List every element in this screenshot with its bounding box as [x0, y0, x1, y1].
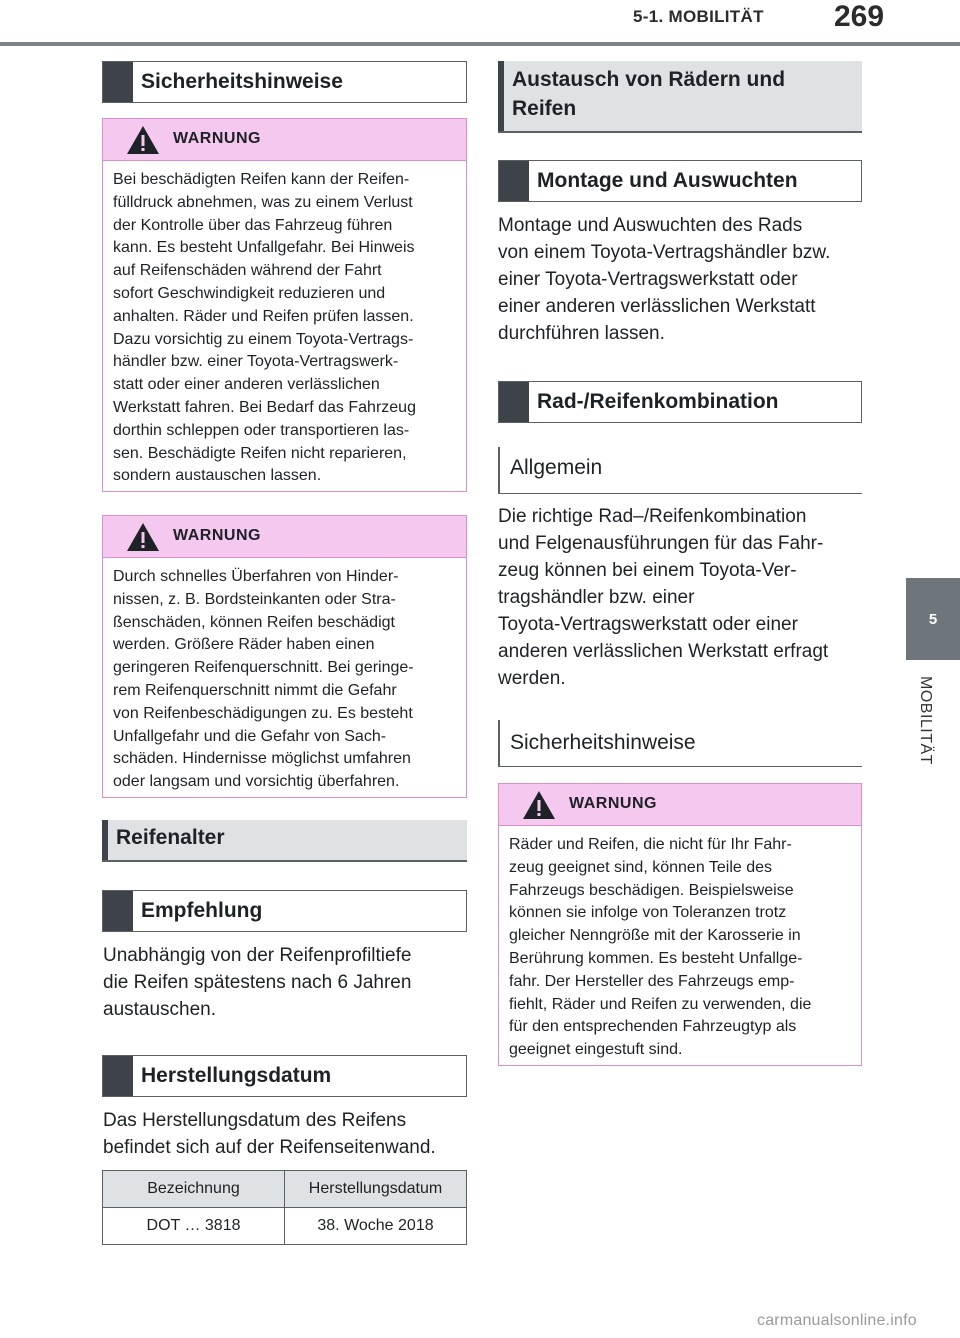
heading-manufacture-date — [102, 1055, 467, 1097]
warning-box-3 — [498, 783, 862, 1066]
warning-icon — [522, 789, 556, 821]
recommendation-paragraph: Unabhängig von der Reifenprofiltiefe die Reifen spätestens nach 6 Jahren austauschen. — [103, 945, 412, 1020]
warning-box-2 — [102, 515, 467, 798]
manufacture-paragraph: Das Herstellungsdatum des Reifens befindet sich auf der Reifenseitenwand. — [103, 1110, 436, 1158]
heading-recommendation-text: Empfehlung — [141, 899, 263, 922]
warning-text: Bei beschädigten Reifen kann der Reifen- fülldruck abnehmen, was zu einem Verlust der Kontrolle über das Fahrzeug führen kann. Es besteht Unfallgefahr. Bei Hinweis auf Reifenschäden während der Fahrt sofort Geschwindigkeit reduzieren und anhalten. Räder und Reifen prüfen lassen. Dazu vorsichtig zu einem Toyota-Vertrags- händler bzw. einer Toyota-Vertragswerk- statt oder einer anderen verlässlichen Werkstatt fahren. Bei Bedarf das Fahrzeug dorthin schleppen oder transportieren las- sen. Beschädigte Reifen nicht reparieren, sondern austauschen lassen. — [113, 171, 416, 485]
warning-label: WARNUNG — [173, 130, 261, 147]
heading-tire-age-text: Reifenalter — [116, 826, 225, 849]
heading-tire-age — [102, 820, 467, 862]
table-header: Bezeichnung — [103, 1171, 285, 1208]
subheading-safety — [498, 720, 862, 767]
header-rule — [0, 42, 960, 46]
table-header-row — [103, 1171, 467, 1208]
warning-label: WARNUNG — [569, 795, 657, 812]
heading-replacement-line-2: Reifen — [512, 97, 577, 120]
heading-recommendation — [102, 890, 467, 932]
heading-safety-text: Sicherheitshinweise — [141, 70, 343, 93]
warning-label: WARNUNG — [173, 527, 261, 544]
heading-safety — [102, 61, 467, 103]
section-label: 5-1. MOBILITÄT — [633, 7, 764, 26]
chapter-title: MOBILITÄT — [917, 676, 934, 765]
warning-box-1 — [102, 118, 467, 492]
general-paragraph: Die richtige Rad–/Reifenkombination und Felgenausführungen für das Fahr- zeug können bei einem Toyota-Ver- tragshändler bzw. einer Toyota-Vertragswerkstatt oder einer anderen verlässlichen Werkstatt erfragt werden. — [498, 506, 829, 689]
table-cell: 38. Woche 2018 — [285, 1208, 467, 1245]
heading-replacement-line-1: Austausch von Rädern und — [512, 68, 786, 91]
date-table — [102, 1170, 467, 1245]
mounting-paragraph: Montage und Auswuchten des Rads von einem Toyota-Vertragshändler bzw. einer Toyota-Vertragswerkstatt oder einer anderen verlässlichen Werkstatt durchführen lassen. — [498, 215, 831, 344]
chapter-tab: 5 — [906, 578, 960, 660]
heading-mounting-text: Montage und Auswuchten — [537, 169, 798, 192]
table-cell: DOT … 3818 — [103, 1208, 285, 1245]
subheading-safety-text: Sicherheitshinweise — [510, 731, 696, 754]
warning-icon — [126, 124, 160, 156]
subheading-general — [498, 447, 862, 494]
heading-combination-text: Rad-/Reifenkombination — [537, 390, 779, 413]
warning-text: Räder und Reifen, die nicht für Ihr Fahr- zeug geeignet sind, können Teile des Fahrzeugs beschädigen. Beispielsweise können sie infolge von Toleranzen trotz gleicher Nenngröße mit der Karosserie in Berührung kommen. Es besteht Unfallge- fahr. Der Hersteller des Fahrzeugs emp- fiehlt, Räder und Reifen zu verwenden, die für den entsprechenden Fahrzeugtyp als geeignet eingestuft sind. — [509, 836, 812, 1059]
heading-mounting — [498, 160, 862, 202]
heading-combination — [498, 381, 862, 423]
watermark: carmanualsonline.info — [757, 1312, 917, 1329]
warning-text: Durch schnelles Überfahren von Hinder- nissen, z. B. Bordsteinkanten oder Stra- ßenschäden, können Reifen beschädigt werden. Größere Räder haben einen geringeren Reifenquerschnitt. Bei geringe- rem Reifenquerschnitt nimmt die Gefahr von Reifenbeschädigungen zu. Es besteht Unfallgefahr und die Gefahr von Sach- schäden. Hindernisse möglichst umfahren oder langsam und vorsichtig überfahren. — [113, 568, 414, 791]
subheading-general-text: Allgemein — [510, 456, 603, 479]
warning-icon — [126, 521, 160, 553]
table-header: Herstellungsdatum — [285, 1171, 467, 1208]
heading-replacement — [498, 61, 862, 133]
heading-manufacture-date-text: Herstellungsdatum — [141, 1064, 332, 1087]
table-row — [103, 1208, 467, 1245]
page-number: 269 — [834, 0, 885, 33]
